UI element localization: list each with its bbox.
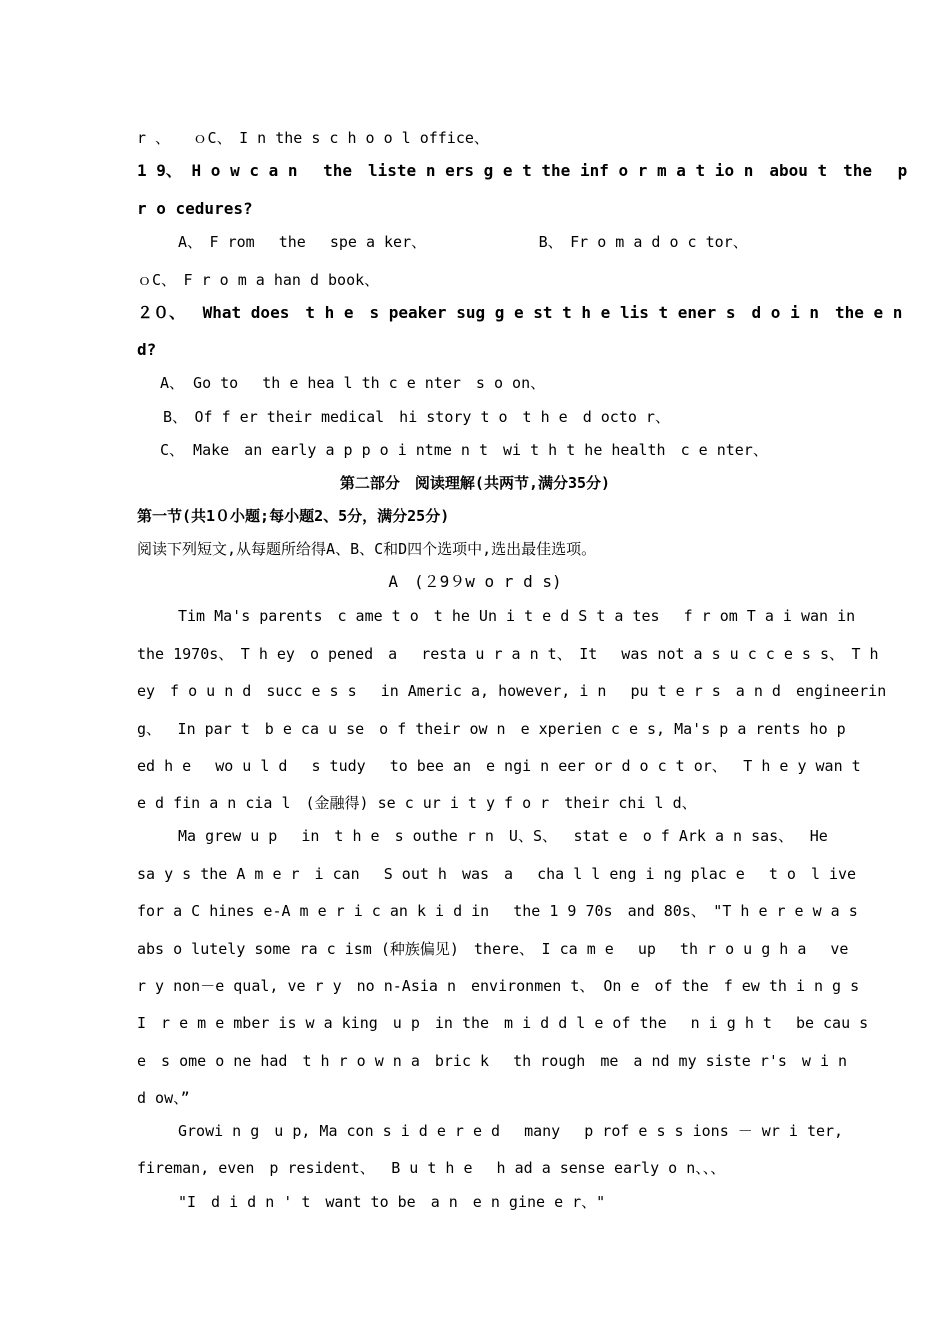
question-20-continued: d? [137, 340, 157, 359]
q20-option-b: B、 Of f er their medical hi story t o t h e d octo r、 [163, 408, 670, 426]
passage-line: g、 In par t b e ca u se o f their ow n e xperien c e s, Ma's p a rents ho p [137, 720, 846, 738]
q20-option-a: A、 Go to th e hea l th c e nter s o on、 [160, 374, 546, 392]
passage-line: "I d i d n ' t want to be a n e n gine e r、" [178, 1193, 606, 1211]
passage-line: r y non－e qual, ve r y no n-Asia n environmen t、 On e of the f ew th i n g s [137, 977, 860, 995]
passage-line: sa y s the A m e r i can S out h was a cha l l eng i ng plac e t o l ive [137, 865, 857, 883]
passage-line: Ma grew u p in t h e s outhe r n U、S、 stat e o f Ark a n sas、 He [178, 827, 828, 845]
question-19-continued: r o cedures? [137, 199, 253, 218]
passage-line: abs o lutely some ra c ism (种族偏见) there、 I ca m e up th r o u g h a ve [137, 940, 849, 958]
section-one-heading: 第一节(共1０小题;每小题2、5分，满分25分) [137, 507, 450, 525]
passage-line: ed h e wo u l d s tudy to bee an e ngi n eer or d o c t or、 T h e y wan t [137, 757, 861, 775]
question-20: ２０、 What does t h e s peaker sug g e st t h e lis t ener s d o i n the e n [137, 303, 903, 322]
passage-line: the 1970s、 T h ey o pened a resta u r a n t、 It was not a s u c c e s s、 T h [137, 645, 879, 663]
passage-title: A (２9９w o r d s) [388, 572, 562, 591]
passage-line: d ow、” [137, 1089, 190, 1107]
passage-line: e d fin a n cia l (金融得) se c ur i t y f o r their chi l d、 [137, 794, 697, 812]
q20-option-c: C、 Make an early a p p o i ntme n t wi t h t he health c e nter、 [160, 441, 768, 459]
q19-options-a-b: A、 F rom the spe a ker、 B、 Fr o m a d o c tor、 [178, 233, 748, 251]
instructions: 阅读下列短文,从每题所给得A、B、C和D四个选项中,选出最佳选项。 [137, 540, 597, 558]
passage-line: fireman, even p resident、 B u t h e h ad a sense early o n、、、 [137, 1159, 726, 1177]
text-line-option-c-school-office: r 、 ｏC、 I n the s c h o o l office、 [137, 129, 489, 147]
passage-line: Tim Ma's parents c ame t o t he Un i t e d S t a tes f r om T a i wan in [178, 607, 856, 625]
q19-option-c: ｏC、 F r o m a han d book、 [137, 271, 380, 289]
section-two-heading: 第二部分 阅读理解(共两节,满分35分) [339, 474, 611, 492]
passage-line: e s ome o ne had t h r o w n a bric k th rough me a nd my siste r's w i n [137, 1052, 848, 1070]
question-19: 1 9、 H o w c a n the liste n ers g e t the inf o r m a t io n abou t the p [137, 161, 908, 180]
passage-line: ey f o u n d succ e s s in Americ a, however, i n pu t e r s a n d engineerin [137, 682, 887, 700]
passage-line: Growi n g u p, Ma con s i d e r e d many p rof e s s ions － wr i ter, [178, 1122, 844, 1140]
passage-line: I r e m e mber is w a king u p in the m i d d l e of the n i g h t be cau s [137, 1014, 869, 1032]
passage-line: for a C hines e-A m e r i c an k i d in the 1 9 70s and 80s、 "T h e r e w a s [137, 902, 858, 920]
